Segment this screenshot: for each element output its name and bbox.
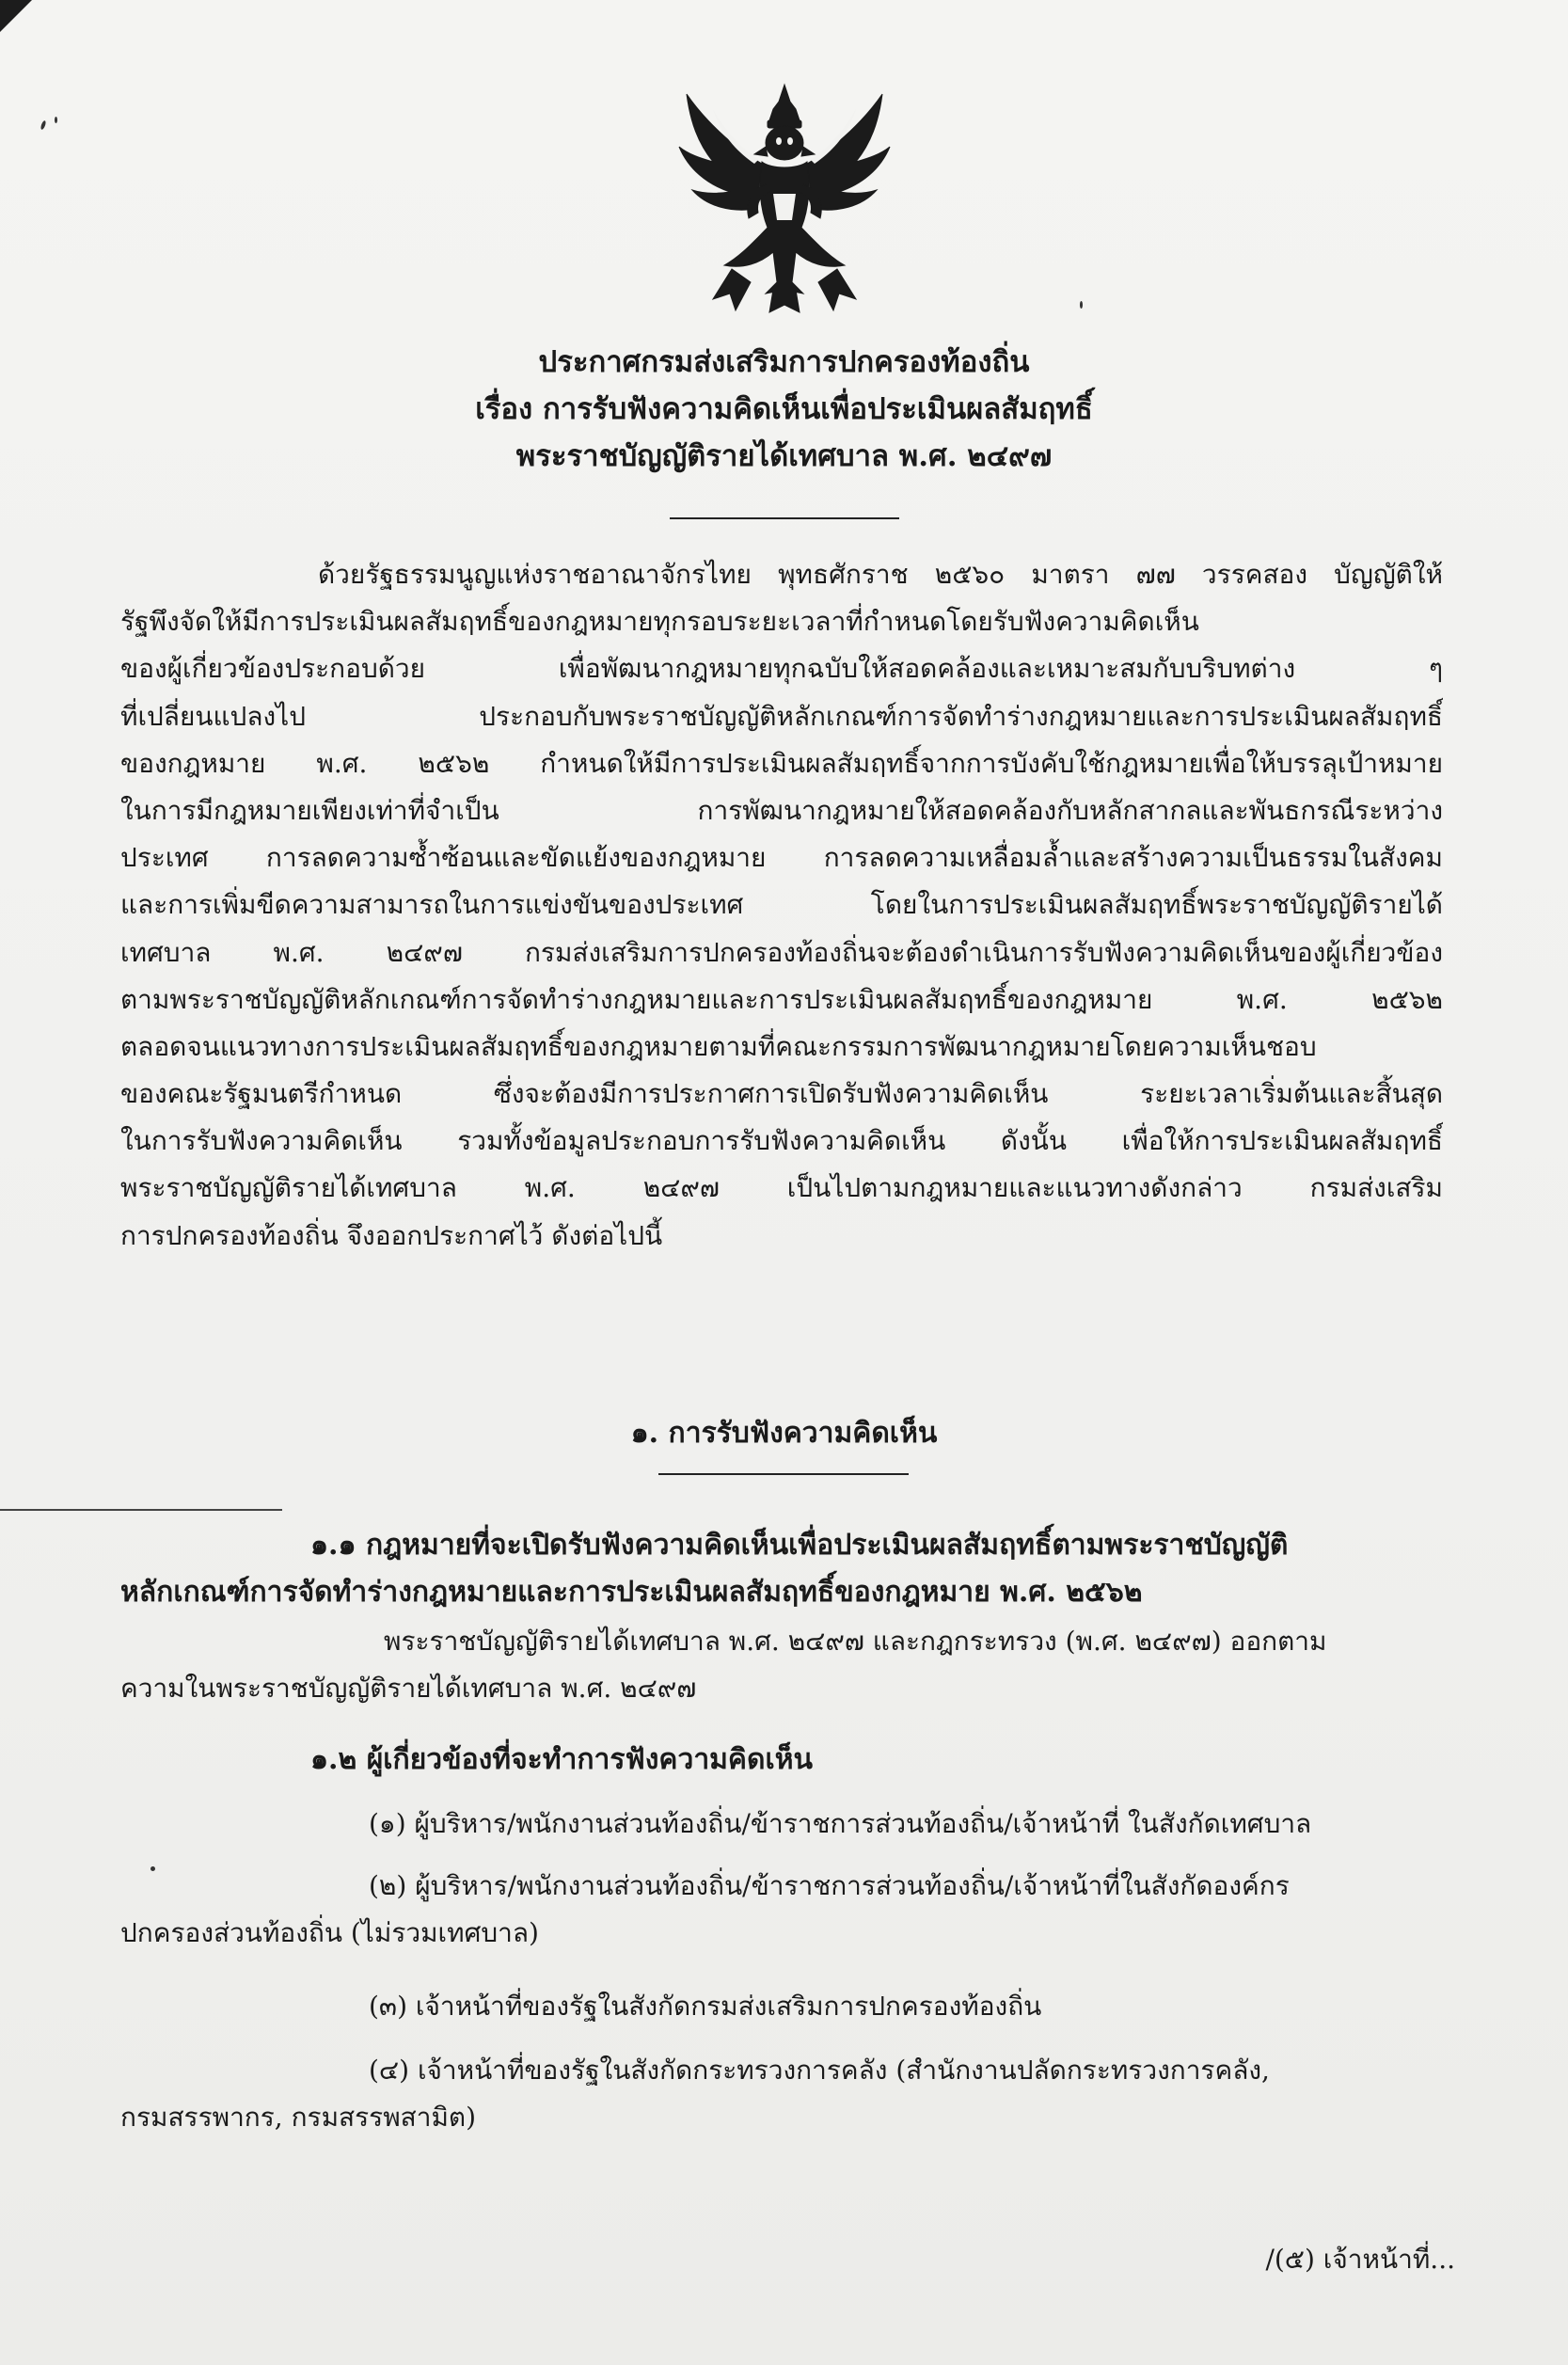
section-1-1-body-cont: ความในพระราชบัญญัติรายได้เทศบาล พ.ศ. ๒๔๙๗	[120, 1673, 697, 1704]
intro-line: ของผู้เกี่ยวข้องประกอบด้วย เพื่อพัฒนากฎหมายทุกฉบับให้สอดคล้องและเหมาะสมกับบริบทต่าง ๆ	[120, 653, 1443, 685]
stakeholder-item-3: (๓) เจ้าหน้าที่ของรัฐในสังกัดกรมส่งเสริมการปกครองท้องถิ่น	[369, 1991, 1042, 2022]
intro-line: ด้วยรัฐธรรมนูญแห่งราชอาณาจักรไทย พุทธศักราช ๒๕๖๐ มาตรา ๗๗ วรรคสอง บัญญัติให้	[318, 559, 1443, 590]
stakeholder-item-1: (๑) ผู้บริหาร/พนักงานส่วนท้องถิ่น/ข้าราชการส่วนท้องถิ่น/เจ้าหน้าที่ ในสังกัดเทศบาล	[369, 1808, 1312, 1839]
scan-shadow	[0, 0, 32, 32]
scan-speck	[1080, 301, 1083, 309]
scan-speck	[40, 120, 46, 131]
intro-paragraph	[120, 551, 1443, 1260]
intro-line: ในการมีกฎหมายเพียงเท่าที่จำเป็น การพัฒนากฎหมายให้สอดคล้องกับหลักสากลและพันธกรณีระหว่าง	[120, 794, 1443, 826]
scan-speck	[55, 117, 57, 123]
section-1-1-heading-cont: หลักเกณฑ์การจัดทำร่างกฎหมายและการประเมินผลสัมฤทธิ์ของกฎหมาย พ.ศ. ๒๕๖๒	[120, 1576, 1143, 1609]
section-1-2-heading: ๑.๒ ผู้เกี่ยวข้องที่จะทำการฟังความคิดเห็น	[310, 1743, 814, 1776]
scan-speck	[150, 1866, 155, 1871]
stakeholder-item-2-cont: ปกครองส่วนท้องถิ่น (ไม่รวมเทศบาล)	[120, 1917, 539, 1948]
intro-line: รัฐพึงจัดให้มีการประเมินผลสัมฤทธิ์ของกฎหมายทุกรอบระยะเวลาที่กำหนดโดยรับฟังความคิดเห็น	[120, 606, 1199, 638]
scan-artifact-line	[0, 1509, 282, 1511]
intro-line: ตามพระราชบัญญัติหลักเกณฑ์การจัดทำร่างกฎหมายและการประเมินผลสัมฤทธิ์ของกฎหมาย พ.ศ. ๒๕๖๒	[120, 983, 1443, 1015]
announcement-header	[0, 339, 1568, 480]
stakeholder-item-4: (๔) เจ้าหน้าที่ของรัฐในสังกัดกระทรวงการคลัง (สำนักงานปลัดกระทรวงการคลัง,	[369, 2055, 1270, 2086]
page-continuation: /(๕) เจ้าหน้าที่...	[1265, 2244, 1455, 2275]
intro-line: ประเทศ การลดความซ้ำซ้อนและขัดแย้งของกฎหมาย การลดความเหลื่อมล้ำและสร้างความเป็นธรรมในสังคม	[120, 842, 1443, 874]
intro-line: ตลอดจนแนวทางการประเมินผลสัมฤทธิ์ของกฎหมายตามที่คณะกรรมการพัฒนากฎหมายโดยความเห็นชอบ	[120, 1030, 1317, 1062]
section-1-1-heading: ๑.๑ กฎหมายที่จะเปิดรับฟังความคิดเห็นเพื่อประเมินผลสัมฤทธิ์ตามพระราชบัญญัติ	[310, 1529, 1289, 1562]
intro-line: ของคณะรัฐมนตรีกำหนด ซึ่งจะต้องมีการประกาศการเปิดรับฟังความคิดเห็น ระยะเวลาเริ่มต้นและสิ้นสุด	[120, 1078, 1443, 1110]
intro-line: ของกฎหมาย พ.ศ. ๒๕๖๒ กำหนดให้มีการประเมินผลสัมฤทธิ์จากการบังคับใช้กฎหมายเพื่อให้บรรลุเป้าหมาย	[120, 747, 1443, 779]
intro-line: การปกครองท้องถิ่น จึงออกประกาศไว้ ดังต่อไปนี้	[120, 1219, 663, 1251]
stakeholder-item-4-cont: กรมสรรพากร, กรมสรรพสามิต)	[120, 2102, 477, 2133]
garuda-emblem-icon	[675, 81, 894, 316]
header-act: พระราชบัญญัติรายได้เทศบาล พ.ศ. ๒๔๙๗	[515, 439, 1053, 473]
section-rule	[658, 1473, 909, 1475]
intro-line: พระราชบัญญัติรายได้เทศบาล พ.ศ. ๒๔๙๗ เป็นไปตามกฎหมายและแนวทางดังกล่าว กรมส่งเสริม	[120, 1172, 1443, 1204]
header-subject: เรื่อง การรับฟังความคิดเห็นเพื่อประเมินผลสัมฤทธิ์	[475, 392, 1093, 426]
section-1-title: ๑. การรับฟังความคิดเห็น	[630, 1417, 938, 1450]
header-rule	[670, 517, 899, 519]
stakeholder-item-2: (๒) ผู้บริหาร/พนักงานส่วนท้องถิ่น/ข้าราชการส่วนท้องถิ่น/เจ้าหน้าที่ในสังกัดองค์กร	[369, 1870, 1290, 1901]
header-issuer: ประกาศกรมส่งเสริมการปกครองท้องถิ่น	[538, 345, 1030, 379]
section-1-1-body: พระราชบัญญัติรายได้เทศบาล พ.ศ. ๒๔๙๗ และกฎกระทรวง (พ.ศ. ๒๔๙๗) ออกตาม	[384, 1626, 1327, 1657]
intro-line: ที่เปลี่ยนแปลงไป ประกอบกับพระราชบัญญัติหลักเกณฑ์การจัดทำร่างกฎหมายและการประเมินผลสัมฤทธิ์	[120, 700, 1443, 732]
intro-line: และการเพิ่มขีดความสามารถในการแข่งขันของประเทศ โดยในการประเมินผลสัมฤทธิ์พระราชบัญญัติรายได้	[120, 889, 1443, 921]
intro-line: เทศบาล พ.ศ. ๒๔๙๗ กรมส่งเสริมการปกครองท้องถิ่นจะต้องดำเนินการรับฟังความคิดเห็นของผู้เกี่ยวข้อง	[120, 936, 1443, 968]
intro-line: ในการรับฟังความคิดเห็น รวมทั้งข้อมูลประกอบการรับฟังความคิดเห็น ดังนั้น เพื่อให้การประเมินผลสัมฤทธิ์	[120, 1125, 1443, 1157]
